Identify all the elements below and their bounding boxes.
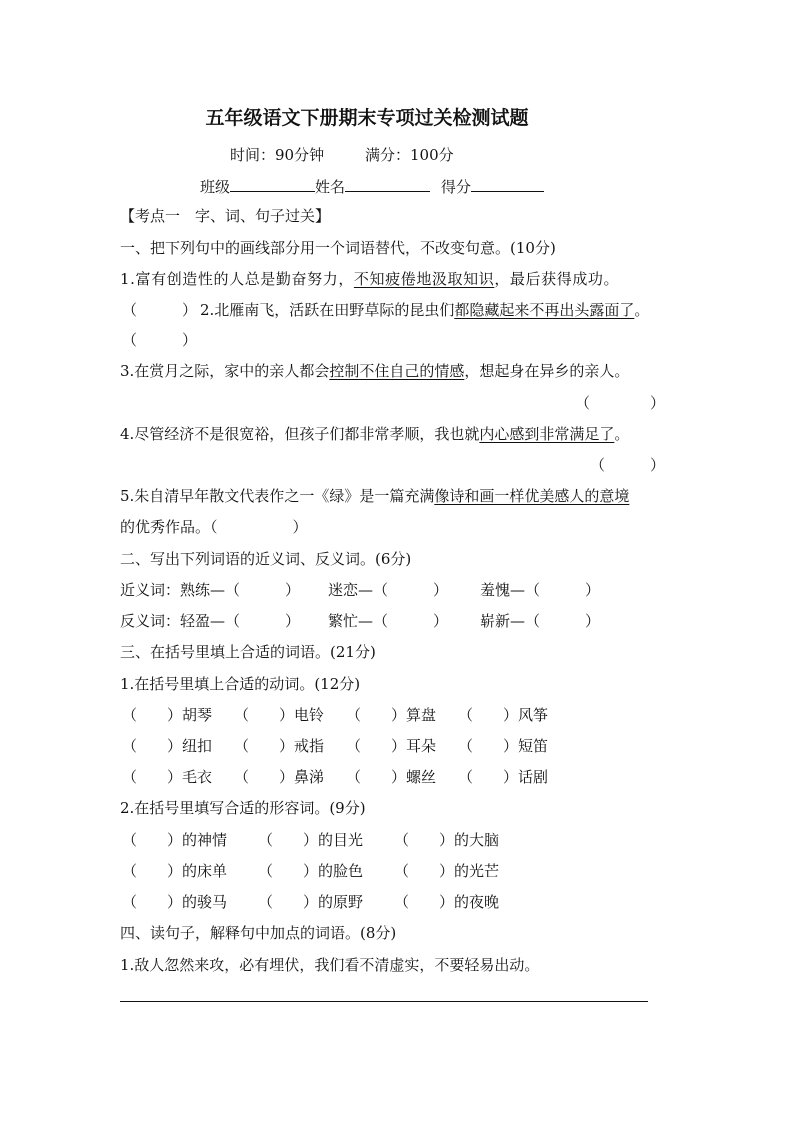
q5-underlined: 像诗和画一样优美感人的意境	[434, 487, 630, 505]
q4-text-end: 。	[614, 425, 630, 443]
antonym-item[interactable]: 崭新—（ ）	[480, 612, 601, 630]
full-score: 满分：100分	[365, 146, 454, 164]
antonym-item[interactable]: 反义词：轻盈—（ ）	[120, 612, 301, 630]
part3-sub2: 2.在括号里填写合适的形容词。(9分)	[120, 799, 366, 817]
name-label: 姓名	[315, 178, 346, 196]
part3-heading: 三、在括号里填上合适的词语。(21分)	[120, 643, 376, 661]
q2-text: 2.北雁南飞，活跃在田野草际的昆虫们	[200, 301, 455, 319]
q1-answer-paren[interactable]: （ ）	[122, 301, 198, 319]
part1-heading: 一、把下列句中的画线部分用一个词语替代，不改变句意。(10分)	[120, 239, 556, 257]
part4-heading: 四、读句子，解释句中加点的词语。(8分)	[120, 924, 397, 942]
synonym-item[interactable]: 近义词：熟练—（ ）	[120, 581, 301, 599]
verb-blank-item[interactable]: （ ）话剧	[458, 768, 549, 786]
adjective-blank-item[interactable]: （ ）的床单	[122, 862, 228, 880]
verb-blank-item[interactable]: （ ）风筝	[458, 706, 549, 724]
verb-blank-item[interactable]: （ ）纽扣	[122, 737, 213, 755]
antonym-item[interactable]: 繁忙—（ ）	[328, 612, 449, 630]
q3-text-end: ，想起身在异乡的亲人。	[464, 362, 630, 380]
q3-answer-paren[interactable]: （ ）	[575, 394, 666, 412]
q4-text: 4.尽管经济不是很宽裕，但孩子们都非常孝顺，我也就	[120, 425, 480, 443]
adjective-blank-item[interactable]: （ ）的夜晚	[394, 893, 500, 911]
class-label: 班级	[200, 178, 231, 196]
answer-line[interactable]	[120, 1001, 648, 1002]
synonym-item[interactable]: 羞愧—（ ）	[480, 581, 601, 599]
q1-underlined: 不知疲倦地汲取知识	[353, 270, 495, 288]
q1-text: 1.富有创造性的人总是勤奋努力，	[120, 270, 354, 288]
score-blank[interactable]	[471, 176, 544, 192]
part2-heading: 二、写出下列词语的近义词、反义词。(6分)	[120, 550, 412, 568]
verb-blank-item[interactable]: （ ）毛衣	[122, 768, 213, 786]
verb-blank-item[interactable]: （ ）胡琴	[122, 706, 213, 724]
exam-time: 时间：90分钟	[230, 146, 325, 164]
part1-q2	[200, 300, 649, 320]
q3-underlined: 控制不住自己的情感	[329, 362, 465, 380]
adjective-blank-item[interactable]: （ ）的原野	[258, 893, 364, 911]
adjective-blank-item[interactable]: （ ）的骏马	[122, 893, 228, 911]
adjective-blank-item[interactable]: （ ）的大脑	[394, 831, 500, 849]
adjective-blank-item[interactable]: （ ）的神情	[122, 831, 228, 849]
part1-q5	[120, 486, 629, 506]
adjective-blank-item[interactable]: （ ）的目光	[258, 831, 364, 849]
verb-blank-item[interactable]: （ ）电铃	[234, 706, 325, 724]
part1-q1	[120, 269, 619, 289]
q2-underlined: 都隐藏起来不再出头露面了	[454, 301, 635, 319]
part1-q4	[120, 424, 629, 444]
q1-text-end: ，最后获得成功。	[494, 270, 620, 288]
q3-text: 3.在赏月之际，家中的亲人都会	[120, 362, 330, 380]
q2-text-end: 。	[634, 301, 650, 319]
synonym-item[interactable]: 迷恋—（ ）	[328, 581, 449, 599]
part4-q1: 1.敌人忽然来攻，必有埋伏，我们看不清虚实，不要轻易出动。	[120, 956, 540, 974]
student-info-row	[200, 176, 544, 197]
part1-q5-line2: 的优秀作品。（ ）	[120, 518, 308, 536]
verb-blank-item[interactable]: （ ）螺丝	[346, 768, 437, 786]
verb-blank-item[interactable]: （ ）短笛	[458, 737, 549, 755]
q5-text: 5.朱自清早年散文代表作之一《绿》是一篇充满	[120, 487, 435, 505]
verb-blank-item[interactable]: （ ）算盘	[346, 706, 437, 724]
part3-sub1: 1.在括号里填上合适的动词。(12分)	[120, 675, 361, 693]
name-blank[interactable]	[345, 176, 430, 192]
score-label: 得分	[440, 178, 471, 196]
verb-blank-item[interactable]: （ ）鼻涕	[234, 768, 325, 786]
part1-q3	[120, 361, 629, 381]
verb-blank-item[interactable]: （ ）戒指	[234, 737, 325, 755]
class-blank[interactable]	[230, 176, 315, 192]
page-title: 五年级语文下册期末专项过关检测试题	[205, 107, 529, 129]
q2-answer-paren[interactable]: （ ）	[122, 331, 198, 349]
adjective-blank-item[interactable]: （ ）的光芒	[394, 862, 500, 880]
verb-blank-item[interactable]: （ ）耳朵	[346, 737, 437, 755]
adjective-blank-item[interactable]: （ ）的脸色	[258, 862, 364, 880]
q4-underlined: 内心感到非常满足了	[479, 425, 615, 443]
section-point-heading: 【考点一 字、词、句子过关】	[120, 207, 331, 225]
q4-answer-paren[interactable]: （ ）	[590, 456, 666, 474]
